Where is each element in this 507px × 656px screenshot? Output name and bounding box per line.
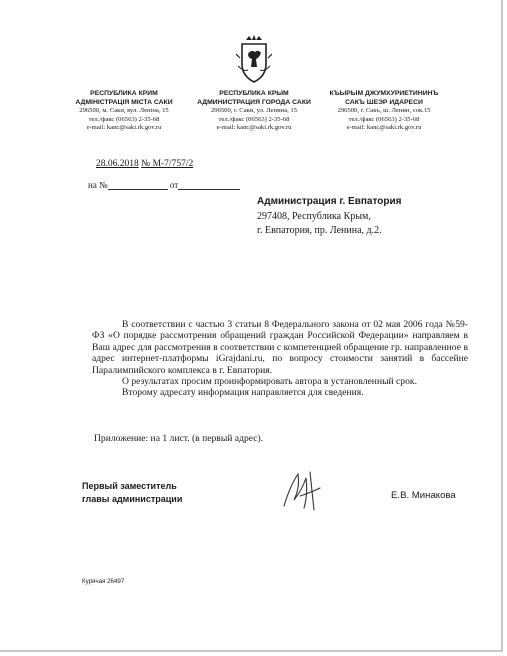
header-col1-line1: РЕСПУБЛИКА КРИМ bbox=[90, 90, 158, 97]
reference-number: № М-7/757/2 bbox=[141, 159, 194, 169]
addressee-line2: 297408, Республика Крым, bbox=[257, 210, 371, 222]
header-col3-line2: САКЪ ШЕЭР ИДАРЕСИ bbox=[345, 98, 423, 106]
header-col2-line5: e-mail: kanc@saki.rk.gov.ru bbox=[216, 124, 292, 132]
header-col1-line4: тел./факс (06563) 2-35-68 bbox=[88, 115, 160, 123]
position-line1: Первый заместитель bbox=[82, 481, 177, 491]
reply-from: от bbox=[169, 180, 179, 190]
reply-prefix: на № bbox=[88, 180, 108, 190]
header-col1-line2: АДМІНІСТРАЦІЯ МІСТА САКИ bbox=[75, 98, 173, 106]
executor-note: Курячая 26497 bbox=[82, 578, 125, 585]
coat-of-arms-icon bbox=[236, 34, 272, 84]
addressee-name: Администрация г. Евпатория bbox=[257, 196, 402, 207]
outgoing-reference bbox=[96, 159, 193, 169]
header-col2-line3: 296500, г. Саки, ул. Ленина, 15 bbox=[210, 107, 298, 115]
header-col3-line5: e-mail: kanc@saki.rk.gov.ru bbox=[346, 124, 422, 132]
position-line2: главы администрации bbox=[82, 494, 183, 504]
handwritten-signature bbox=[276, 466, 336, 514]
reference-date: 28.06.2018 bbox=[96, 159, 139, 169]
header-crimean-tatar bbox=[304, 90, 464, 133]
incoming-reference bbox=[88, 180, 240, 190]
signatory-position bbox=[82, 480, 182, 506]
addressee-line3: г. Евпатория, пр. Ленина, д.2. bbox=[257, 225, 382, 236]
letter-body bbox=[92, 319, 468, 399]
header-col3-line3: 296500, г. Сакъ, ш. Ленин, сок.15 bbox=[337, 107, 431, 115]
header-col2-line4: тел./факс (06563) 2-35-68 bbox=[218, 115, 290, 123]
header-col3-line1: КЪЫРЫМ ДЖУМХУРИЕТИНИНЪ bbox=[329, 90, 439, 97]
header-col1-line3: 296500, м. Саки, вул. Леніна, 15 bbox=[79, 107, 169, 115]
signatory-name: Е.В. Минакова bbox=[391, 490, 456, 501]
header-col2-line1: РЕСПУБЛИКА КРЫМ bbox=[219, 90, 289, 97]
header-col1-line5: e-mail: kanc@saki.rk.gov.ru bbox=[86, 124, 162, 132]
header-col2-line2: АДМИНИСТРАЦИЯ ГОРОДА САКИ bbox=[197, 98, 311, 106]
addressee-block bbox=[257, 195, 401, 239]
body-paragraph-2: О результатах просим проинформировать автора в установленный срок. bbox=[122, 376, 417, 388]
body-paragraph-1: В соответствии с частью 3 статьи 8 Федерального закона от 02 мая 2006 года №59-ФЗ «О порядке рассмотрения обращений граждан Российской Федерации» направляем в Ваш адрес для рассмотрения в соответствии с компетенцией обращение гр. направленное в адрес интернет-платформы iGrajdani.ru, по вопросу стоимости занятий в бассейне Паралимпийского комплекса в г. Евпатория. bbox=[92, 319, 468, 376]
header-col3-line4: тел./факс (06563) 2-35-68 bbox=[348, 115, 420, 123]
body-paragraph-3: Второму адресату информация направляется для сведения. bbox=[122, 387, 364, 399]
attachment-note: Приложение: на 1 лист. (в первый адрес). bbox=[94, 433, 264, 444]
